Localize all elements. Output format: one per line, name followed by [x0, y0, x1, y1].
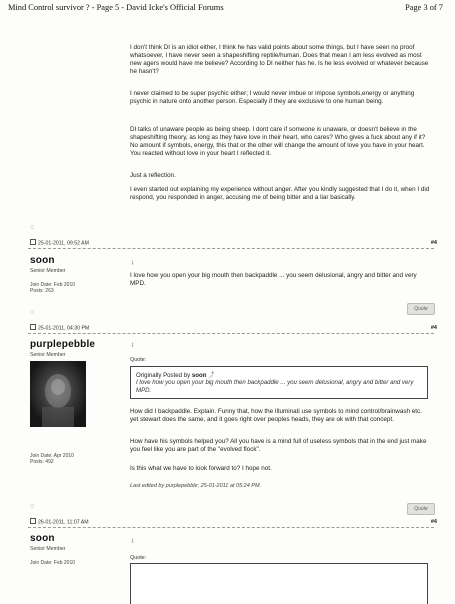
join-date: Join Date: Feb 2010 [30, 560, 76, 566]
divider [28, 527, 434, 528]
post-number[interactable]: #4 [430, 519, 437, 525]
post-icon: ◌ [30, 309, 35, 316]
post-count: Posts: 492 [30, 459, 54, 466]
post-icon: ↨ [131, 342, 134, 348]
post-timestamp: 25-01-2011, 09:52 AM [30, 239, 89, 247]
post-status-icon [30, 324, 36, 330]
paragraph: I never claimed to be super psychic either; I would never imbue or impose symbols,energy or anything psychic in nature onto another person. Especially if they are exclusive to one human being. [130, 90, 415, 106]
username[interactable]: purplepebble [30, 339, 96, 350]
quote-box [130, 366, 428, 399]
post-icon: ◌ [30, 503, 35, 510]
view-post-icon[interactable]: ⤴ [208, 372, 215, 379]
join-date: Join Date: Feb 2010 [30, 282, 76, 288]
user-role: Senior Member [30, 268, 66, 274]
post-timestamp: 25-01-2011, 04:30 PM [30, 324, 89, 332]
quote-label: Quote: [130, 555, 147, 561]
post-icon: ◌ [30, 224, 35, 231]
divider [28, 333, 434, 334]
post-status-icon [30, 518, 36, 524]
user-meta [30, 282, 75, 295]
post-icon: ↨ [131, 538, 134, 544]
divider [28, 248, 434, 249]
quote-button[interactable]: Quote [407, 503, 435, 515]
join-date: Join Date: Apr 2010 [30, 453, 74, 459]
quote-origin: Originally Posted by soon ⤴ [136, 372, 215, 379]
page-indicator: Page 3 of 7 [405, 3, 443, 12]
paragraph: Just a reflection. [130, 172, 176, 179]
edited-note: Last edited by purplepebble; 25-01-2011 at 05:24 PM. [130, 483, 262, 489]
post-number[interactable]: #4 [430, 325, 437, 331]
avatar [30, 361, 86, 427]
paragraph: I even started out explaining my experience without anger. After you kindly suggested that I do it, when I did respond, you responded in anger, accusing me of being bitter and a liar basically. [130, 186, 430, 202]
post-number[interactable]: #4 [430, 240, 437, 246]
quote-button[interactable]: Quote [407, 303, 435, 315]
username[interactable]: soon [30, 255, 55, 266]
post-icon: ↨ [131, 260, 134, 266]
user-role: Senior Member [30, 546, 66, 552]
user-meta [30, 453, 74, 466]
quote-author[interactable]: soon [191, 372, 207, 379]
user-role: Senior Member [30, 352, 66, 358]
post-status-icon [30, 239, 36, 245]
post-timestamp: 26-01-2011, 11:07 AM [30, 518, 89, 526]
post-count: Posts: 263 [30, 288, 54, 295]
paragraph: I don't think DI is an idiot either, I think he has valid points about some things, but I have seen no proof whatsoever, I have never seen a shapeshifting reptile/human. Does that mean I am less evolved as most new agers would have me believe? According to DI neither has he. Is he less evolved or whatever because he hasn't? [130, 44, 429, 76]
paragraph: DI talks of unaware people as being sheep. I dont care if someone is unaware, or doesn't believe in the shapeshifting theory, as long as they have love in their heart, who cares? Who gives a fuck about any if it? No amount if symbols, energy, this that or the other will change the amount of love you have in your heart. You reacted without love in your heart I reflected it. [130, 126, 426, 158]
post-body: I love how you open your big mouth then backpaddle ... you seem delusional, angry and bitter and very MPD. [130, 272, 417, 288]
paragraph: How have his symbols helped you? All you have is a mind full of useless symbols that in the end just make you feel like you are part of the "evolved flock". [130, 438, 427, 454]
quote-label: Quote: [130, 357, 147, 363]
quote-box [130, 563, 428, 604]
paragraph: Is this what we have to look forward to? I hope not. [130, 465, 272, 472]
paragraph: How did I backpaddle. Explain. Funny that, how the Illuminati use symbols to mind control/brainwash etc. yet stewart does the same, and it goes right over peoples heads, they are ok with that concept. [130, 408, 422, 424]
document-title: Mind Control survivor ? - Page 5 - David Icke's Official Forums [8, 3, 224, 12]
quote-text: I love how you open your big mouth then backpaddle ... you seem delusional, angry and bitter and very MPD. [136, 379, 414, 394]
username[interactable]: soon [30, 533, 55, 544]
